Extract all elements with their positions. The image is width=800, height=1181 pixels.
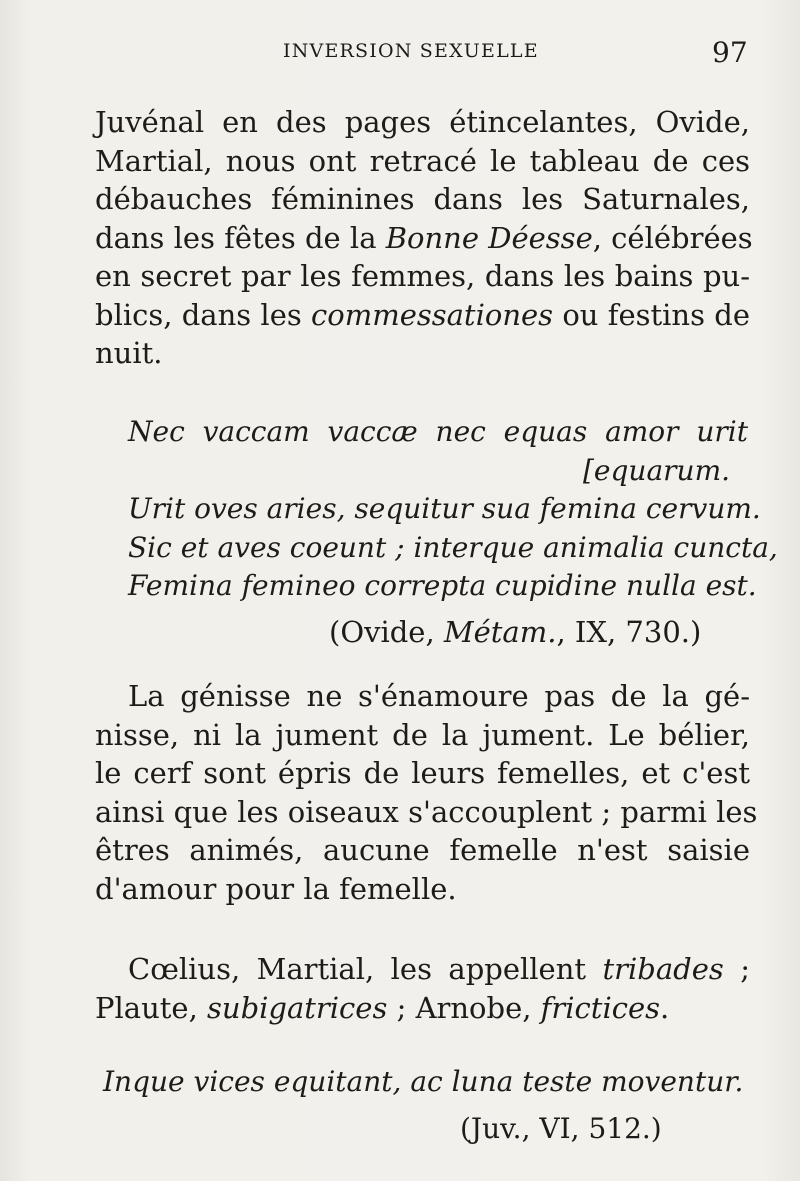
text-run: Cœlius, Martial, les appellent: [128, 952, 603, 986]
citation-ovid: [329, 615, 701, 649]
text-run: (Ovide,: [329, 615, 444, 649]
page-number: 97: [712, 36, 748, 69]
paragraph-line: d'amour pour la femelle.: [95, 871, 457, 906]
paragraph-line: débauches féminines dans les Saturnales,: [95, 182, 750, 216]
verse-line: Sic et aves coeunt ; interque animalia cuncta,: [128, 530, 778, 564]
text-run: ;: [723, 952, 750, 986]
italic-term: commessationes: [311, 297, 554, 332]
paragraph-line: [95, 950, 750, 989]
paragraph-line: Juvénal en des pages étincelantes, Ovide,: [95, 105, 750, 139]
text-run: dans les fêtes de la: [95, 220, 386, 255]
verse-line: Urit oves aries, sequitur sua femina cervum.: [128, 492, 761, 525]
text-run: Plaute,: [95, 990, 208, 1025]
text-run: ; Arnobe,: [387, 990, 541, 1025]
verse-line: Femina femineo correpta cupidine nulla est.: [128, 569, 757, 602]
paragraph-line: [95, 219, 753, 258]
paragraph-line: [95, 989, 750, 1028]
italic-term: frictices: [540, 990, 660, 1025]
paragraph-line: en secret par les femmes, dans les bains pu-: [95, 259, 750, 293]
paragraph-line: [95, 296, 750, 335]
verse-line: Nec vaccam vaccæ nec equas amor urit: [128, 415, 748, 448]
text-run: blics, dans les: [95, 297, 312, 332]
italic-term: Métam.: [443, 615, 557, 649]
paragraph-line: ainsi que les oiseaux s'accouplent ; parmi les: [95, 794, 758, 829]
italic-term: subigatrices: [207, 990, 388, 1025]
paragraph-line: le cerf sont épris de leurs femelles, et c'est: [95, 756, 750, 790]
verse-line-continuation: [equarum.: [583, 453, 731, 487]
paragraph-coelius: [95, 950, 750, 1027]
text-run: .: [660, 990, 670, 1025]
citation-juvenal: (Juv., VI, 512.): [460, 1112, 662, 1145]
paragraph-line: La génisse ne s'énamoure pas de la gé-: [128, 679, 750, 713]
paragraph-translation: [95, 677, 758, 908]
paragraph-line: nisse, ni la jument de la jument. Le bélier,: [95, 717, 750, 752]
paragraph-juvenal: [95, 103, 753, 373]
latin-verse-juvenal: Inque vices equitant, ac luna teste moventur.: [103, 1065, 744, 1098]
text-run: , IX, 730.): [556, 615, 702, 649]
italic-term: Bonne Déesse: [385, 220, 593, 255]
paragraph-line: Martial, nous ont retracé le tableau de ces: [95, 143, 750, 178]
text-run: ou festins de: [553, 297, 750, 332]
text-run: , célébrées: [592, 220, 753, 255]
paragraph-line: nuit.: [95, 336, 163, 370]
paragraph-line: êtres animés, aucune femelle n'est saisie: [95, 833, 750, 867]
italic-term: tribades: [602, 952, 724, 986]
running-header-title: INVERSION SEXUELLE: [283, 40, 539, 62]
latin-verse-ovid: [128, 413, 778, 606]
